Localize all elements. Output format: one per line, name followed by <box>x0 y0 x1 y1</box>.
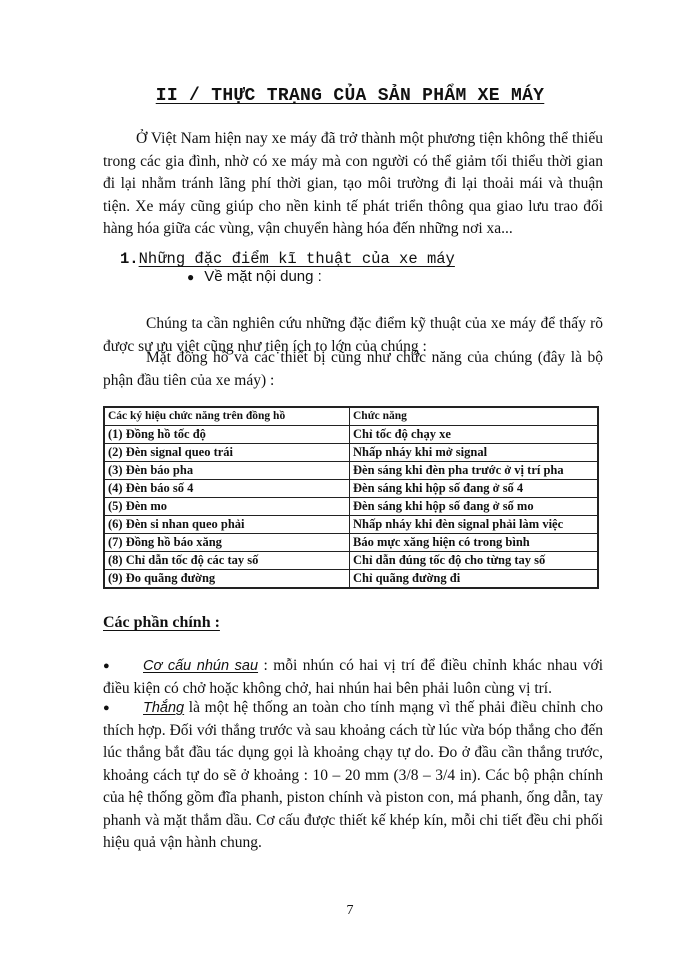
section-number: 1. <box>120 250 139 268</box>
parts-item-rear-suspension <box>103 655 603 700</box>
table-cell: Đèn sáng khi hộp số đang ở số 4 <box>350 480 599 498</box>
bullet-icon: ● <box>103 660 110 672</box>
table-cell: (2) Đèn signal queo trái <box>104 444 350 462</box>
bullet-icon: ● <box>187 270 195 284</box>
page-title <box>0 86 700 106</box>
parts-item-term: Cơ cấu nhún sau <box>143 658 259 674</box>
table-cell: Báo mực xăng hiện có trong bình <box>350 534 599 552</box>
table-cell: (1) Đồng hồ tốc độ <box>104 426 350 444</box>
parts-item-text: là một hệ thống an toàn cho tính mạng vì thế phải điều chỉnh cho thích hợp. Đối với thắng trước và sau khoảng cách từ lúc vừa bóp thắng cho đến lúc thắng bắt đầu tác dụng gọi là khoảng chạy tự do. Đo ở đầu cần thắng trước, khoảng cách tự do sẽ ở khoảng : 10 – 20 mm (3/8 – 3/4 in). Các bộ phận chính của hệ thống gồm đĩa phanh, piston chính và piston con, má phanh, ống dẫn, tay phanh và mặt thắm dầu. Cơ cấu được thiết kế khép kín, mỗi chi tiết đều chi phối hiệu quả vận hành chung. <box>103 699 603 851</box>
table-row <box>104 480 598 498</box>
table-cell: Nhấp nháy khi mở signal <box>350 444 599 462</box>
page-number: 7 <box>346 903 354 918</box>
table-cell: Đèn sáng khi hộp số đang ở số mo <box>350 498 599 516</box>
table-row <box>104 444 598 462</box>
paragraph-features: Chúng ta cần nghiên cứu những đặc điểm kỹ thuật của xe máy để thấy rõ được sự ưu việt cũng như tiện ích to lớn của chúng : <box>103 315 603 355</box>
table-header-function: Chức năng <box>350 407 599 426</box>
table-row <box>104 462 598 480</box>
table-cell: Chỉ tốc độ chạy xe <box>350 426 599 444</box>
table-cell: (6) Đèn si nhan queo phải <box>104 516 350 534</box>
parts-item-brake <box>103 697 603 855</box>
table-row <box>104 570 598 589</box>
intro-paragraph: Ở Việt Nam hiện nay xe máy đã trở thành một phương tiện không thể thiếu trong các gia đình, nhờ có xe máy mà con người có thể giảm tối thiểu thời gian đi lại nhằm tránh lãng phí thời gian, tạo môi trường đi lại thoải mái và thuận tiện. Xe máy cũng giúp cho nền kinh tế phát triển thông qua giao lưu trao đổi hàng hóa giữa các vùng, vận chuyển hàng hóa đến những nơi xa... <box>103 130 603 237</box>
table-cell: (7) Đồng hồ báo xăng <box>104 534 350 552</box>
content-bullet <box>187 268 322 285</box>
bullet-icon: ● <box>103 702 110 714</box>
table-cell: Chỉ quãng đường đi <box>350 570 599 589</box>
section-heading-text: Những đặc điểm kĩ thuật của xe máy <box>138 250 455 268</box>
table-cell: (9) Đo quãng đường <box>104 570 350 589</box>
page-title-text: II / THỰC TRẠNG CỦA SẢN PHẨM XE MÁY <box>155 86 545 106</box>
table-row <box>104 426 598 444</box>
table-cell: Chỉ dẫn đúng tốc độ cho từng tay số <box>350 552 599 570</box>
table-cell: (3) Đèn báo pha <box>104 462 350 480</box>
table-cell: (4) Đèn báo số 4 <box>104 480 350 498</box>
table-cell: (8) Chỉ dẫn tốc độ các tay số <box>104 552 350 570</box>
parts-heading: Các phần chính : <box>103 614 220 631</box>
table-row <box>104 516 598 534</box>
table-cell: Nhấp nháy khi đèn signal phải làm việc <box>350 516 599 534</box>
parts-item-term: Thắng <box>143 700 185 716</box>
table-row <box>104 552 598 570</box>
table-row <box>104 534 598 552</box>
table-cell: Đèn sáng khi đèn pha trước ở vị trí pha <box>350 462 599 480</box>
table-header-symbol: Các ký hiệu chức năng trên đồng hồ <box>104 407 350 426</box>
dashboard-function-table <box>103 406 599 589</box>
section-heading <box>120 250 455 268</box>
content-bullet-text: Về mặt nội dung : <box>204 268 322 285</box>
table-row <box>104 498 598 516</box>
table-cell: (5) Đèn mo <box>104 498 350 516</box>
table-header-row <box>104 407 598 426</box>
paragraph-dashboard: Mặt đồng hồ và các thiết bị cũng như chức năng của chúng (đây là bộ phận đầu tiên của xe máy) : <box>103 349 603 389</box>
parts-item-text: : mỗi nhún có hai vị trí để điều chỉnh khác nhau với điều kiện có chở hoặc không chở, hai nhún hai bên phải luôn cùng vị trí. <box>103 657 603 697</box>
